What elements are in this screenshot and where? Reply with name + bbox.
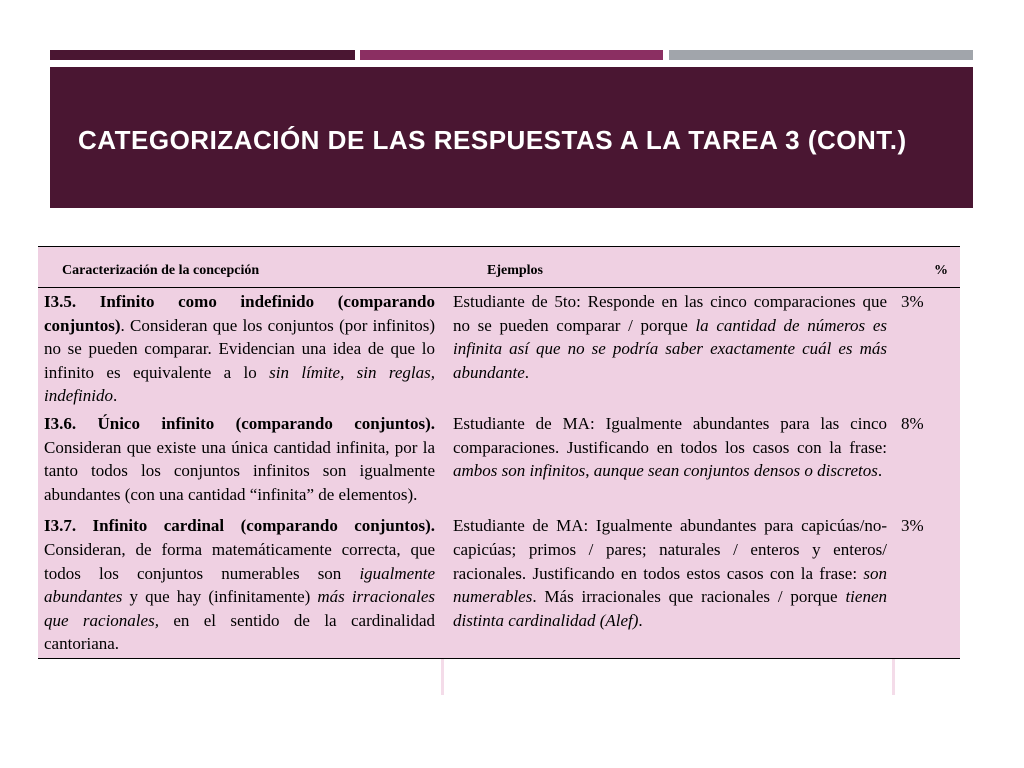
concepcion-text: y que hay (infinitamente) — [122, 587, 318, 607]
concepcion-text-end: . — [112, 386, 118, 406]
concepcion-text: . Consideran que los conjuntos (por infinitos) no se pueden comparar. Evidencian una idea de que lo infinito es equivalente a lo — [44, 315, 435, 382]
ejemplo-cell — [443, 508, 895, 658]
table-row — [38, 410, 960, 508]
table-row — [38, 288, 960, 410]
concepcion-text: Consideran que existe una única cantidad infinita, por la tanto todos los conjuntos infinitos son igualmente abundantes (con una cantidad “infinita” de elementos). — [44, 437, 435, 504]
table-header-row — [38, 247, 960, 288]
concepcion-italic: sin límite, sin reglas, indefinido — [44, 362, 436, 406]
concepcion-code: I3.5. Infinito como indefinido (comparando conjuntos) — [44, 292, 435, 335]
concepcion-cell — [38, 288, 443, 410]
percent-cell: 3% — [901, 292, 924, 311]
ejemplo-italic: tienen distinta cardinalidad (Alef) — [453, 587, 887, 630]
ejemplo-text: Estudiante de MA: Igualmente abundantes para las cinco comparaciones. Justificando en todos los casos con la frase: — [453, 413, 887, 457]
concepcion-text-end: en el sentido de la cardinalidad cantoriana. — [44, 610, 435, 654]
concepcion-code: I3.6. Único infinito (comparando conjuntos). — [44, 413, 435, 433]
percent-cell: 8% — [901, 413, 924, 433]
ejemplo-italic: la cantidad de números es infinita así que no se podría saber exactamente cuál es más abundante — [453, 315, 887, 382]
ejemplo-text: , — [585, 461, 594, 481]
ejemplo-text: . — [524, 362, 530, 382]
title-band — [50, 67, 973, 208]
ejemplo-italic: ambos son infinitos — [453, 461, 586, 481]
table-row — [38, 508, 960, 658]
accent-bar-magenta — [360, 50, 663, 60]
percent-cell: 3% — [895, 508, 960, 658]
ejemplo-italic: aunque sean conjuntos densos o discretos — [593, 461, 878, 481]
ejemplo-cell — [443, 410, 895, 508]
ejemplo-text: Estudiante de MA: Igualmente abundantes para capicúas/no-capicúas; primos / pares; naturales / enteros y enteros/ racionales. Justificando en todos estos casos con la frase: — [453, 516, 887, 583]
concepcion-text: Consideran, de forma matemáticamente correcta, que todos los conjuntos numerables son — [44, 539, 435, 583]
concepcion-code: I3.7. Infinito cardinal (comparando conjuntos). — [44, 516, 435, 536]
concepcion-italic: más irracionales que racionales, — [44, 587, 435, 630]
ejemplo-text: . — [877, 461, 883, 481]
concepcion-italic: igualmente abundantes — [44, 563, 435, 607]
slide-title: CATEGORIZACIÓN DE LAS RESPUESTAS A LA TAREA 3 (CONT.) — [78, 125, 907, 155]
ejemplo-text: . — [638, 610, 643, 630]
concepcion-cell — [38, 508, 443, 658]
accent-bar-dark — [50, 50, 355, 60]
categorization-table — [38, 246, 960, 659]
ejemplo-text: Estudiante de 5to: Responde en las cinco comparaciones que no se pueden comparar / porque — [453, 292, 887, 335]
header-ejemplos: Ejemplos — [443, 247, 895, 288]
ejemplo-text: . Más irracionales que racionales / porque — [532, 587, 846, 607]
header-percent: % — [895, 247, 960, 288]
concepcion-cell — [38, 410, 443, 508]
ejemplo-cell — [443, 288, 895, 410]
header-concepcion: Caracterización de la concepción — [38, 247, 443, 288]
accent-bar-gray — [669, 50, 973, 60]
ejemplo-italic: son numerables — [453, 563, 887, 607]
